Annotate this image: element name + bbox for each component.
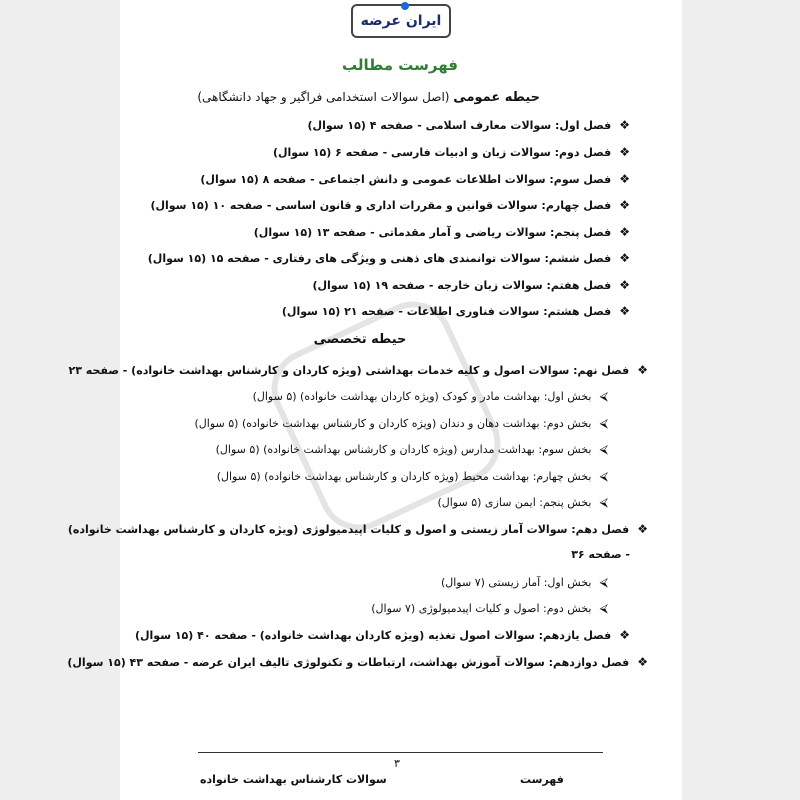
- bullet-icon: ❖: [637, 363, 648, 377]
- right-gutter: [682, 0, 800, 800]
- toc-subitem[interactable]: ⮘بخش دوم: اصول و کلیات اپیدمیولوژی (۷ سوال): [371, 601, 608, 615]
- left-gutter: [0, 0, 120, 800]
- arrow-icon: ⮘: [599, 495, 608, 509]
- arrow-icon: ⮘: [599, 575, 608, 589]
- general-section-heading: [160, 90, 540, 105]
- footer-section-title: فهرست: [520, 773, 564, 786]
- toc-subitem[interactable]: ⮘بخش پنجم: ایمن سازی (۵ سوال): [437, 495, 608, 509]
- toc-subitem[interactable]: ⮘بخش چهارم: بهداشت محیط (ویژه کاردان و کارشناس بهداشت خانواده) (۵ سوال): [216, 469, 608, 483]
- toc-subitem[interactable]: ⮘بخش دوم: بهداشت دهان و دندان (ویژه کاردان و کارشناس بهداشت خانواده) (۵ سوال): [194, 416, 608, 430]
- bullet-icon: ❖: [619, 172, 630, 186]
- bullet-icon: ❖: [619, 198, 630, 212]
- bullet-icon: ❖: [637, 655, 648, 669]
- toc-item[interactable]: ❖فصل سوم: سوالات اطلاعات عمومی و دانش اجتماعی - صفحه ۸ (۱۵ سوال): [200, 172, 630, 186]
- general-heading: حیطه عمومی: [453, 90, 540, 105]
- page-number: ۳: [394, 757, 400, 770]
- bullet-icon: ❖: [619, 628, 630, 642]
- toc-item[interactable]: ❖فصل دوازدهم: سوالات آموزش بهداشت، ارتباطات و تکنولوژی تالیف ایران عرضه - صفحه ۴۳ (۱۵ سوال): [67, 655, 648, 669]
- toc-item[interactable]: ❖فصل ششم: سوالات توانمندی های ذهنی و ویژگی های رفتاری - صفحه ۱۵ (۱۵ سوال): [147, 251, 630, 265]
- arrow-icon: ⮘: [599, 469, 608, 483]
- footer-divider: [198, 752, 603, 753]
- toc-item[interactable]: ❖فصل دهم: سوالات آمار زیستی و اصول و کلیات اپیدمیولوژی (ویژه کاردان و کارشناس بهداشت خانواده): [67, 522, 648, 536]
- brand-logo: [351, 4, 451, 38]
- bullet-icon: ❖: [619, 225, 630, 239]
- bullet-icon: ❖: [619, 251, 630, 265]
- toc-item[interactable]: ❖فصل چهارم: سوالات قوانین و مقررات اداری و قانون اساسی - صفحه ۱۰ (۱۵ سوال): [150, 198, 630, 212]
- general-subtitle: (اصل سوالات استخدامی فراگیر و جهاد دانشگاهی): [197, 90, 450, 104]
- page-title: فهرست مطالب: [342, 56, 458, 74]
- bullet-icon: ❖: [619, 304, 630, 318]
- toc-subitem[interactable]: ⮘بخش سوم: بهداشت مدارس (ویژه کاردان و کارشناس بهداشت خانواده) (۵ سوال): [215, 442, 608, 456]
- toc-subitem[interactable]: ⮘بخش اول: آمار زیستی (۷ سوال): [440, 575, 608, 589]
- toc-item[interactable]: ❖فصل پنجم: سوالات ریاضی و آمار مقدماتی - صفحه ۱۳ (۱۵ سوال): [253, 225, 630, 239]
- footer-book-title: سوالات کارشناس بهداشت خانواده: [200, 773, 387, 786]
- toc-item[interactable]: ❖فصل هفتم: سوالات زبان خارجه - صفحه ۱۹ (۱۵ سوال): [312, 278, 630, 292]
- bullet-icon: ❖: [619, 118, 630, 132]
- bullet-icon: ❖: [619, 278, 630, 292]
- logo-dot-icon: [401, 2, 409, 10]
- toc-subitem[interactable]: ⮘بخش اول: بهداشت مادر و کودک (ویژه کاردان بهداشت خانواده) (۵ سوال): [252, 389, 608, 403]
- arrow-icon: ⮘: [599, 442, 608, 456]
- arrow-icon: ⮘: [599, 416, 608, 430]
- arrow-icon: ⮘: [599, 601, 608, 615]
- special-section-heading: حیطه تخصصی: [313, 332, 407, 347]
- toc-item[interactable]: ❖فصل اول: سوالات معارف اسلامی - صفحه ۴ (۱۵ سوال): [307, 118, 630, 132]
- logo-text: ایران عرضه: [360, 13, 442, 29]
- bullet-icon: ❖: [619, 145, 630, 159]
- toc-item-continuation: - صفحه ۳۶: [571, 548, 630, 561]
- toc-item[interactable]: ❖فصل یازدهم: سوالات اصول تغذیه (ویژه کاردان بهداشت خانواده) - صفحه ۴۰ (۱۵ سوال): [134, 628, 630, 642]
- arrow-icon: ⮘: [599, 389, 608, 403]
- toc-item[interactable]: ❖فصل هشتم: سوالات فناوری اطلاعات - صفحه ۲۱ (۱۵ سوال): [281, 304, 630, 318]
- toc-item[interactable]: ❖فصل دوم: سوالات زبان و ادبیات فارسی - صفحه ۶ (۱۵ سوال): [272, 145, 630, 159]
- bullet-icon: ❖: [637, 522, 648, 536]
- toc-item[interactable]: ❖فصل نهم: سوالات اصول و کلیه خدمات بهداشتی (ویژه کاردان و کارشناس بهداشت خانواده) - صفحه ۲۳: [68, 363, 648, 377]
